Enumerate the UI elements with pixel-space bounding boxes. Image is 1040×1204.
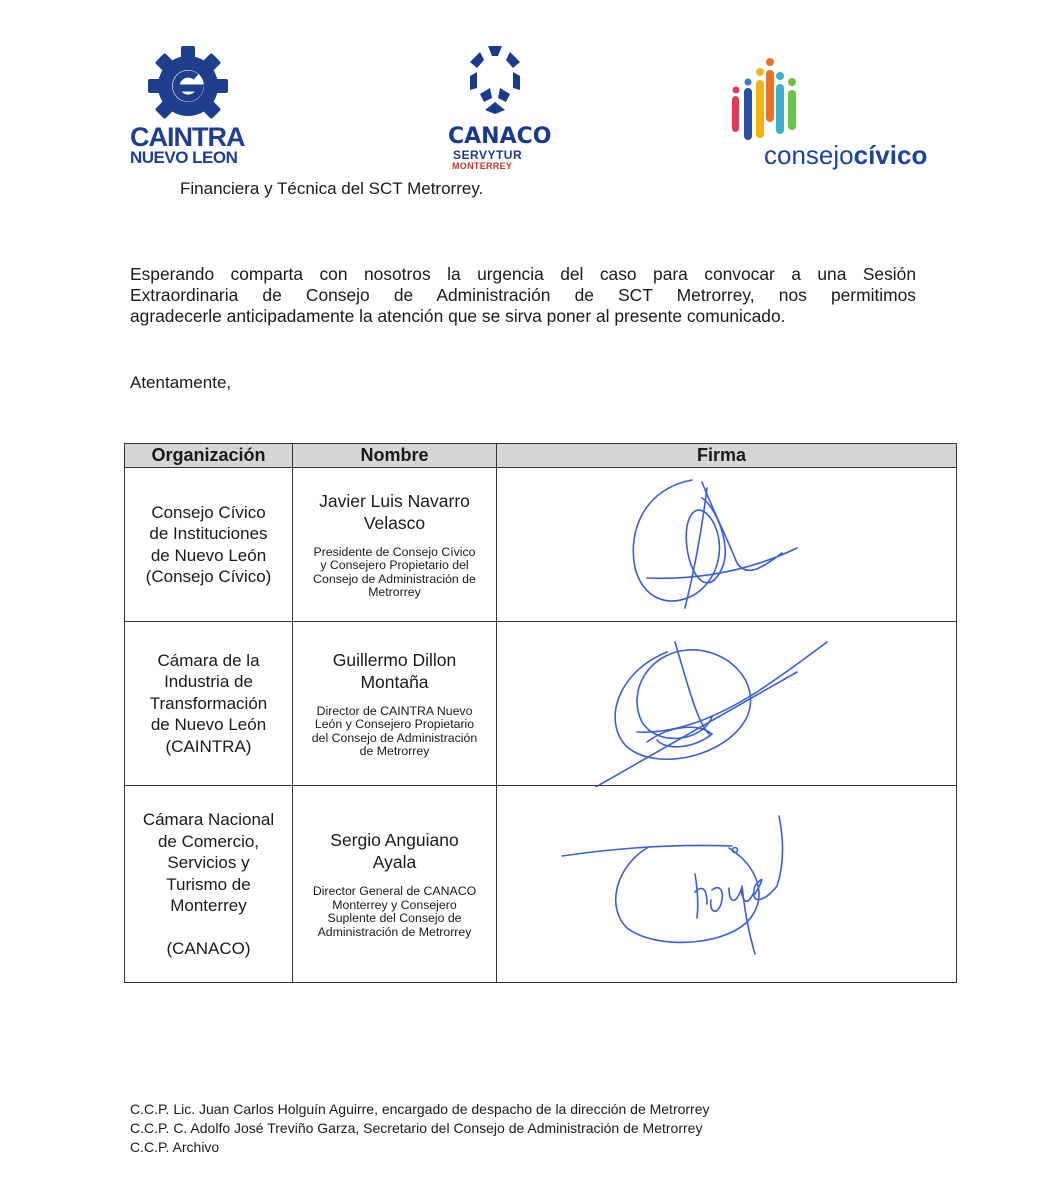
table-row bbox=[125, 468, 957, 622]
org-line: Cámara Nacional bbox=[142, 810, 275, 829]
ccp-line: C.C.P. Lic. Juan Carlos Holguín Aguirre, encargado de despacho de la dirección de Metrorrey bbox=[130, 1101, 710, 1117]
name-line: Montaña bbox=[360, 671, 429, 692]
org-line: de Nuevo León bbox=[150, 715, 267, 735]
organization-cell bbox=[125, 622, 293, 786]
paragraph-line: Esperando comparta con nosotros la urgencia del caso para convocar a una Sesión bbox=[130, 264, 916, 284]
consejo-logo-suffix: cívico bbox=[853, 140, 928, 170]
consejo-logo-prefix: consejo bbox=[764, 140, 854, 170]
name-line: Velasco bbox=[363, 512, 426, 533]
name-line: Ayala bbox=[372, 852, 417, 872]
handwritten-signature-dillon bbox=[497, 622, 957, 787]
org-line: Monterrey bbox=[170, 896, 247, 915]
name-cell bbox=[293, 468, 497, 622]
header-organizacion: Organización bbox=[125, 444, 293, 468]
name-line: Guillermo Dillon bbox=[332, 649, 457, 670]
canaco-logo bbox=[440, 40, 550, 180]
name-cell bbox=[293, 786, 497, 983]
person-name bbox=[293, 649, 496, 693]
handwritten-signature-anguiano bbox=[497, 786, 957, 982]
person-role bbox=[293, 705, 496, 759]
table-row bbox=[125, 622, 957, 786]
request-paragraph bbox=[130, 264, 916, 327]
caintra-logo bbox=[128, 46, 248, 168]
role-line: Consejo de Administración de bbox=[313, 571, 476, 586]
canaco-hexagon-icon bbox=[440, 40, 550, 114]
role-line: Administración de Metrorrey bbox=[317, 924, 472, 939]
person-role bbox=[293, 546, 496, 600]
role-line: de Metrorrey bbox=[359, 744, 430, 758]
org-line: Servicios y bbox=[167, 853, 250, 872]
caintra-gear-icon bbox=[128, 46, 248, 126]
role-line: Suplente del Consejo de bbox=[327, 911, 462, 925]
org-line: Consejo Cívico bbox=[151, 502, 266, 522]
org-line: de Nuevo León bbox=[150, 545, 267, 565]
org-line: (CANACO) bbox=[166, 938, 251, 958]
ccp-line: C.C.P. C. Adolfo José Treviño Garza, Secretario del Consejo de Administración de Metrorrey bbox=[130, 1120, 703, 1136]
org-line: (Consejo Cívico) bbox=[145, 567, 272, 586]
role-line: Monterrey y Consejero bbox=[332, 897, 457, 912]
caintra-logo-line2: NUEVO LEON bbox=[130, 148, 238, 167]
continuation-text: Financiera y Técnica del SCT Metrorrey. bbox=[180, 179, 484, 198]
role-line: Metrorrey bbox=[368, 585, 421, 599]
organization-cell bbox=[125, 786, 293, 983]
role-line: León y Consejero Propietario bbox=[314, 717, 475, 731]
org-line: de Instituciones bbox=[149, 524, 268, 543]
org-line-spacer bbox=[125, 917, 292, 938]
canaco-logo-line3: MONTERREY bbox=[452, 161, 513, 171]
closing-salutation: Atentamente, bbox=[130, 373, 232, 392]
consejo-logo-wordmark bbox=[764, 140, 927, 171]
table-row bbox=[125, 786, 957, 983]
role-line: Presidente de Consejo Cívico bbox=[313, 544, 476, 559]
name-line: Sergio Anguiano bbox=[330, 830, 459, 850]
org-line: Industria de bbox=[164, 672, 253, 692]
paragraph-line: Extraordinaria de Consejo de Administración de SCT Metrorrey, nos permitimos bbox=[130, 285, 916, 305]
header-firma: Firma bbox=[497, 444, 957, 468]
name-line: Javier Luis Navarro bbox=[319, 490, 470, 511]
signature-table bbox=[124, 443, 957, 983]
person-name bbox=[293, 490, 496, 534]
consejo-civico-logo bbox=[722, 58, 932, 176]
role-line: Director de CAINTRA Nuevo bbox=[316, 703, 473, 718]
org-line: de Comercio, bbox=[157, 831, 260, 851]
role-line: Director General de CANACO bbox=[312, 884, 477, 898]
paragraph-line: agradecerle anticipadamente la atención que se sirva poner al presente comunicado. bbox=[130, 306, 786, 326]
caintra-logo-line1: CAINTRA bbox=[130, 122, 245, 152]
handwritten-signature-navarro bbox=[497, 468, 957, 633]
canaco-logo-line2: SERVYTUR bbox=[453, 148, 523, 162]
person-name bbox=[293, 829, 496, 873]
canaco-logo-line1: CANACO bbox=[448, 124, 552, 149]
header-nombre: Nombre bbox=[293, 444, 497, 468]
signature-cell bbox=[497, 622, 957, 786]
signature-cell bbox=[497, 468, 957, 622]
ccp-line: C.C.P. Archivo bbox=[130, 1139, 220, 1155]
table-header-row bbox=[125, 444, 957, 468]
org-line: Turismo de bbox=[166, 874, 251, 894]
name-cell bbox=[293, 622, 497, 786]
role-line: del Consejo de Administración bbox=[311, 730, 478, 745]
organization-cell bbox=[125, 468, 293, 622]
person-role bbox=[293, 885, 496, 939]
org-line: Transformación bbox=[149, 693, 268, 713]
signature-cell bbox=[497, 786, 957, 983]
org-line: Cámara de la bbox=[157, 650, 260, 670]
role-line: y Consejero Propietario del bbox=[320, 558, 469, 572]
org-line: (CAINTRA) bbox=[165, 736, 252, 756]
